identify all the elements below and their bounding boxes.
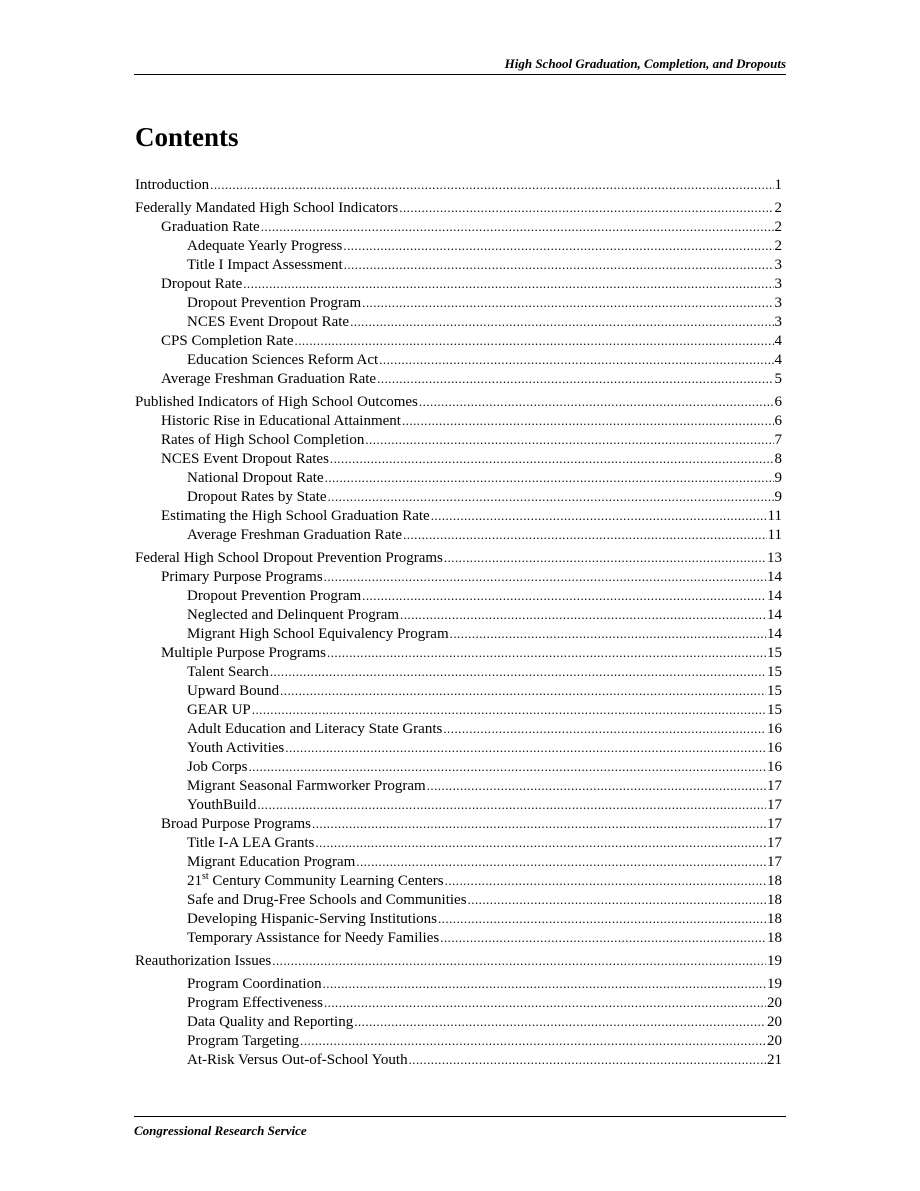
toc-entry-label: Dropout Rates by State [187, 489, 327, 505]
dot-leader [323, 974, 766, 993]
toc-entry[interactable] [135, 217, 782, 236]
toc-entry-page-number: 7 [774, 432, 782, 448]
toc-entry[interactable] [135, 392, 782, 411]
dot-leader [324, 567, 766, 586]
toc-entry-page-number: 4 [774, 352, 782, 368]
dot-leader [295, 331, 774, 350]
dot-leader [440, 928, 766, 947]
toc-entry-label: YouthBuild [187, 797, 257, 813]
toc-entry[interactable] [135, 236, 782, 255]
toc-entry-page-number: 13 [767, 550, 782, 566]
toc-entry-label: Graduation Rate [161, 219, 260, 235]
toc-entry-page-number: 20 [767, 995, 782, 1011]
dot-leader [285, 738, 766, 757]
toc-entry[interactable] [135, 719, 782, 738]
toc-entry[interactable] [135, 274, 782, 293]
dot-leader [402, 411, 774, 430]
toc-entry[interactable] [135, 567, 782, 586]
running-footer: Congressional Research Service [134, 1116, 786, 1139]
toc-entry-label: Published Indicators of High School Outcomes [135, 394, 418, 410]
toc-entry[interactable] [135, 814, 782, 833]
toc-entry-label: Reauthorization Issues [135, 953, 272, 969]
toc-entry-page-number: 15 [767, 664, 782, 680]
toc-entry[interactable] [135, 255, 782, 274]
toc-entry[interactable] [135, 974, 782, 993]
toc-entry-page-number: 14 [767, 626, 782, 642]
toc-entry-page-number: 16 [767, 759, 782, 775]
dot-leader [312, 814, 766, 833]
toc-entry-label: Federal High School Dropout Prevention Programs [135, 550, 443, 566]
toc-entry-page-number: 9 [774, 489, 782, 505]
dot-leader [468, 890, 766, 909]
toc-entry[interactable] [135, 586, 782, 605]
running-header: High School Graduation, Completion, and Dropouts [134, 56, 786, 75]
dot-leader [243, 274, 773, 293]
dot-leader [379, 350, 773, 369]
toc-entry-page-number: 15 [767, 683, 782, 699]
dot-leader [324, 993, 766, 1012]
toc-entry-page-number: 16 [767, 721, 782, 737]
dot-leader [280, 681, 766, 700]
toc-entry-label: NCES Event Dropout Rate [187, 314, 350, 330]
toc-entry-page-number: 17 [767, 854, 782, 870]
dot-leader [344, 255, 774, 274]
dot-leader [443, 719, 766, 738]
toc-entry[interactable] [135, 312, 782, 331]
dot-leader [362, 293, 773, 312]
toc-entry[interactable] [135, 928, 782, 947]
toc-entry-label: CPS Completion Rate [161, 333, 294, 349]
toc-entry-page-number: 18 [767, 930, 782, 946]
toc-entry-label: Program Coordination [187, 976, 322, 992]
toc-entry-page-number: 18 [767, 911, 782, 927]
toc-entry[interactable] [135, 951, 782, 970]
toc-entry[interactable] [135, 430, 782, 449]
dot-leader [445, 871, 766, 890]
toc-entry-label-lead: 21 [187, 873, 202, 889]
toc-entry-label: NCES Event Dropout Rates [161, 451, 329, 467]
toc-entry-label: Migrant Education Program [187, 854, 356, 870]
toc-entry-page-number: 2 [774, 200, 782, 216]
toc-entry-page-number: 3 [774, 295, 782, 311]
toc-entry-page-number: 3 [774, 276, 782, 292]
dot-leader [438, 909, 766, 928]
toc-entry[interactable] [135, 548, 782, 567]
dot-leader [300, 1031, 766, 1050]
toc-entry-label: Introduction [135, 177, 210, 193]
toc-entry-page-number: 6 [774, 394, 782, 410]
dot-leader [315, 833, 766, 852]
toc-entry-label: Title I-A LEA Grants [187, 835, 315, 851]
toc-entry-label: Broad Purpose Programs [161, 816, 311, 832]
toc-entry-label: Youth Activities [187, 740, 285, 756]
toc-entry-page-number: 11 [767, 527, 782, 543]
dot-leader [450, 624, 766, 643]
toc-entry-page-number: 2 [774, 219, 782, 235]
toc-entry[interactable] [135, 350, 782, 369]
toc-entry[interactable] [135, 643, 782, 662]
toc-entry-page-number: 21 [767, 1052, 782, 1068]
toc-entry-page-number: 18 [767, 873, 782, 889]
dot-leader [270, 662, 766, 681]
toc-entry[interactable] [135, 605, 782, 624]
page-title: Contents [135, 122, 239, 152]
toc-entry[interactable] [135, 757, 782, 776]
toc-entry-page-number: 19 [767, 953, 782, 969]
toc-entry-label-rest: Century Community Learning Centers [208, 873, 444, 889]
toc-entry-page-number: 3 [774, 257, 782, 273]
toc-entry-label-sup: st [202, 871, 209, 882]
toc-entry[interactable] [135, 175, 782, 194]
toc-entry[interactable] [135, 852, 782, 871]
dot-leader [328, 487, 774, 506]
toc-entry[interactable] [135, 833, 782, 852]
toc-entry-page-number: 15 [767, 645, 782, 661]
toc-entry-label: Program Targeting [187, 1033, 300, 1049]
dot-leader [409, 1050, 766, 1069]
toc-entry-page-number: 16 [767, 740, 782, 756]
dot-leader [365, 430, 773, 449]
dot-leader [330, 449, 774, 468]
toc-entry[interactable] [135, 662, 782, 681]
toc-entry[interactable] [135, 449, 782, 468]
toc-entry-label: Temporary Assistance for Needy Families [187, 930, 440, 946]
toc-entry-label: Safe and Drug-Free Schools and Communities [187, 892, 467, 908]
toc-entry-page-number: 2 [774, 238, 782, 254]
toc-entry-label: Migrant Seasonal Farmworker Program [187, 778, 426, 794]
toc-entry-page-number: 17 [767, 797, 782, 813]
toc-entry-page-number: 14 [767, 569, 782, 585]
toc-entry[interactable] [135, 738, 782, 757]
toc-entry[interactable] [135, 198, 782, 217]
toc-entry[interactable] [135, 1012, 782, 1031]
toc-entry-page-number: 4 [774, 333, 782, 349]
toc-entry[interactable] [135, 890, 782, 909]
toc-entry-label: Dropout Prevention Program [187, 295, 362, 311]
dot-leader [327, 643, 766, 662]
dot-leader [419, 392, 774, 411]
toc-entry[interactable] [135, 411, 782, 430]
toc-entry-page-number: 5 [774, 371, 782, 387]
dot-leader [210, 175, 773, 194]
toc-entry-label: Job Corps [187, 759, 248, 775]
dot-leader [400, 605, 766, 624]
toc-entry-label: Title I Impact Assessment [187, 257, 343, 273]
toc-entry[interactable] [135, 681, 782, 700]
toc-entry[interactable] [135, 624, 782, 643]
toc-entry-page-number: 6 [774, 413, 782, 429]
toc-entry-label: Federally Mandated High School Indicators [135, 200, 399, 216]
dot-leader [354, 1012, 766, 1031]
toc-entry-page-number: 3 [774, 314, 782, 330]
dot-leader [261, 217, 774, 236]
dot-leader [431, 506, 767, 525]
toc-entry-label: Historic Rise in Educational Attainment [161, 413, 401, 429]
toc-entry-page-number: 20 [767, 1033, 782, 1049]
toc-entry-label: Program Effectiveness [187, 995, 323, 1011]
toc-entry[interactable] [135, 487, 782, 506]
toc-entry-label: Migrant High School Equivalency Program [187, 626, 449, 642]
dot-leader [427, 776, 766, 795]
toc-entry[interactable] [135, 506, 782, 525]
toc-entry-label: Talent Search [187, 664, 269, 680]
toc-entry-label: Upward Bound [187, 683, 280, 699]
toc-entry[interactable] [135, 700, 782, 719]
toc-entry-page-number: 8 [774, 451, 782, 467]
dot-leader [399, 198, 773, 217]
toc-entry[interactable] [135, 871, 782, 890]
toc-entry-label: GEAR UP [187, 702, 251, 718]
toc-entry-label: Primary Purpose Programs [161, 569, 323, 585]
toc-entry-page-number: 1 [774, 177, 782, 193]
dot-leader [444, 548, 766, 567]
dot-leader [377, 369, 773, 388]
table-of-contents [135, 175, 782, 1069]
dot-leader [257, 795, 766, 814]
dot-leader [343, 236, 773, 255]
toc-entry-label: Estimating the High School Graduation Rate [161, 508, 430, 524]
toc-entry-label: Dropout Rate [161, 276, 243, 292]
toc-entry-page-number: 14 [767, 607, 782, 623]
dot-leader [325, 468, 774, 487]
toc-entry-page-number: 17 [767, 816, 782, 832]
toc-entry-page-number: 9 [774, 470, 782, 486]
toc-entry-page-number: 11 [767, 508, 782, 524]
dot-leader [252, 700, 766, 719]
toc-entry[interactable] [135, 795, 782, 814]
toc-entry-label: Data Quality and Reporting [187, 1014, 354, 1030]
dot-leader [356, 852, 766, 871]
toc-entry[interactable] [135, 331, 782, 350]
dot-leader [272, 951, 766, 970]
dot-leader [350, 312, 773, 331]
toc-entry-label: Dropout Prevention Program [187, 588, 362, 604]
toc-entry-label: Developing Hispanic-Serving Institutions [187, 911, 437, 927]
toc-entry[interactable] [135, 525, 782, 544]
toc-entry-label [187, 872, 444, 891]
toc-entry-page-number: 17 [767, 778, 782, 794]
toc-entry-label: Rates of High School Completion [161, 432, 365, 448]
toc-entry-label: Multiple Purpose Programs [161, 645, 326, 661]
toc-entry[interactable] [135, 468, 782, 487]
toc-entry-page-number: 20 [767, 1014, 782, 1030]
toc-entry-page-number: 15 [767, 702, 782, 718]
toc-entry-page-number: 17 [767, 835, 782, 851]
toc-entry[interactable] [135, 1050, 782, 1069]
toc-entry-label: At-Risk Versus Out-of-School Youth [187, 1052, 408, 1068]
toc-entry-page-number: 18 [767, 892, 782, 908]
toc-entry-label: Adult Education and Literacy State Grants [187, 721, 443, 737]
toc-entry[interactable] [135, 293, 782, 312]
toc-entry-label: Neglected and Delinquent Program [187, 607, 400, 623]
dot-leader [362, 586, 766, 605]
toc-entry[interactable] [135, 993, 782, 1012]
toc-entry-label: National Dropout Rate [187, 470, 324, 486]
toc-entry-page-number: 14 [767, 588, 782, 604]
toc-entry-label: Average Freshman Graduation Rate [187, 527, 403, 543]
toc-entry[interactable] [135, 909, 782, 928]
dot-leader [248, 757, 766, 776]
toc-entry-label: Education Sciences Reform Act [187, 352, 379, 368]
toc-entry[interactable] [135, 776, 782, 795]
toc-entry[interactable] [135, 369, 782, 388]
toc-entry[interactable] [135, 1031, 782, 1050]
toc-entry-label: Adequate Yearly Progress [187, 238, 343, 254]
dot-leader [403, 525, 766, 544]
toc-entry-label: Average Freshman Graduation Rate [161, 371, 377, 387]
toc-entry-page-number: 19 [767, 976, 782, 992]
